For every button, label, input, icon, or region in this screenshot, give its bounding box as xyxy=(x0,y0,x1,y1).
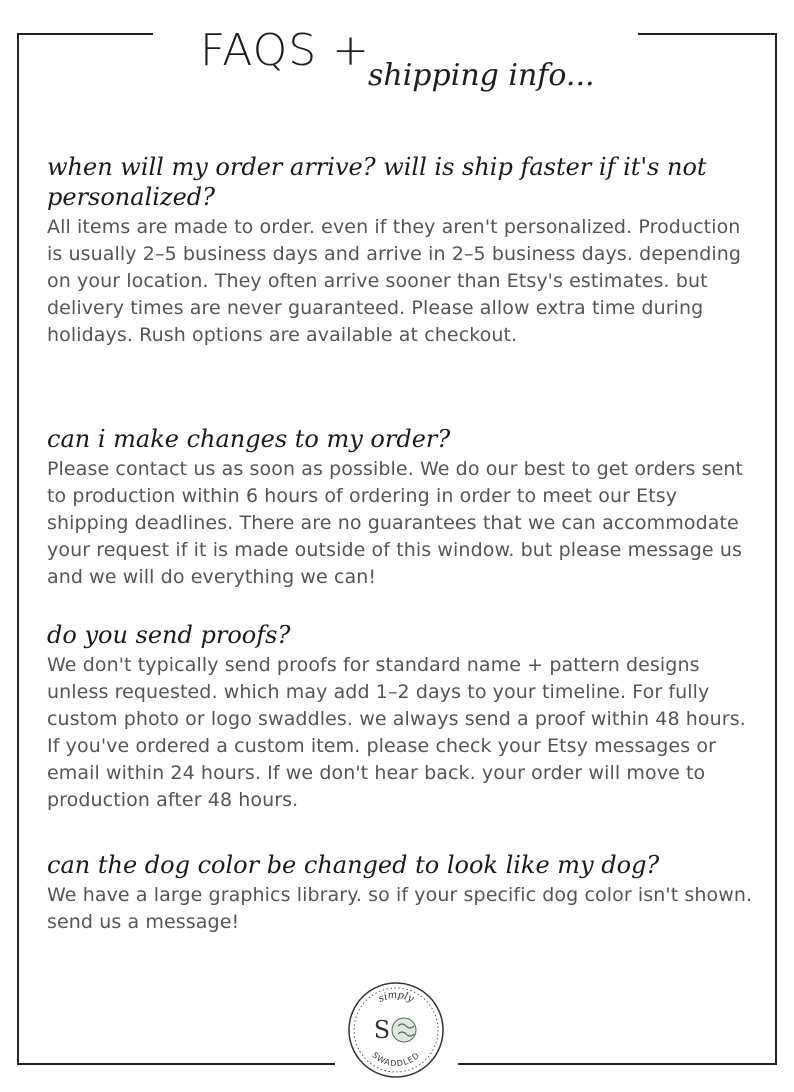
faq-question: can i make changes to my order? xyxy=(47,425,451,453)
faq-answer: We don't typically send proofs for standard name + pattern designs unless requested. which may add 1–2 days to your timeline. For fully custom photo or logo swaddles. we always send a proof within 48 hours. If you've ordered a custom item. please check your Etsy messages or email within 24 hours. If we don't hear back. your order will move to production after 48 hours. xyxy=(47,654,746,811)
logo-top-text: simply xyxy=(376,989,416,1005)
svg-text:simply xyxy=(377,990,416,1005)
brand-logo xyxy=(346,980,446,1080)
border-bottom-right xyxy=(458,1063,777,1065)
faq-answer: All items are made to order. even if they aren't personalized. Production is usually 2–5 business days and arrive in 2–5 business days. depending on your location. They often arrive sooner than Etsy's estimates. but delivery times are never guaranteed. Please allow extra time during holidays. Rush options are available at checkout. xyxy=(47,216,742,346)
border-left xyxy=(17,33,19,1065)
svg-text:SWADDLED xyxy=(370,1051,421,1069)
faq-answer: We have a large graphics library. so if your specific dog color isn't shown. send us a message! xyxy=(47,884,753,933)
logo-badge-icon xyxy=(346,980,446,1080)
faq-question: can the dog color be changed to look like my dog? xyxy=(47,851,660,879)
page-title: FAQS + xyxy=(200,25,371,76)
faq-question: when will my order arrive? will is ship faster if it's not personalized? xyxy=(47,153,707,211)
faq-item xyxy=(47,424,757,591)
faq-item xyxy=(47,620,757,814)
faq-question: do you send proofs? xyxy=(47,621,291,649)
logo-bottom-text: SWADDLED xyxy=(370,1050,422,1069)
faq-answer: Please contact us as soon as possible. We do our best to get orders sent to production within 6 hours of ordering in order to meet our Etsy shipping deadlines. There are no guarantees that we can accommodate your request if it is made outside of this window. but please message us and we will do everything we can! xyxy=(47,458,744,588)
faq-item xyxy=(47,850,757,936)
page-header xyxy=(0,18,794,98)
border-bottom-left xyxy=(17,1063,335,1065)
page-subtitle: shipping info... xyxy=(368,58,595,93)
border-right xyxy=(775,33,777,1065)
logo-monogram: S xyxy=(373,1016,391,1044)
faq-item xyxy=(47,152,757,349)
